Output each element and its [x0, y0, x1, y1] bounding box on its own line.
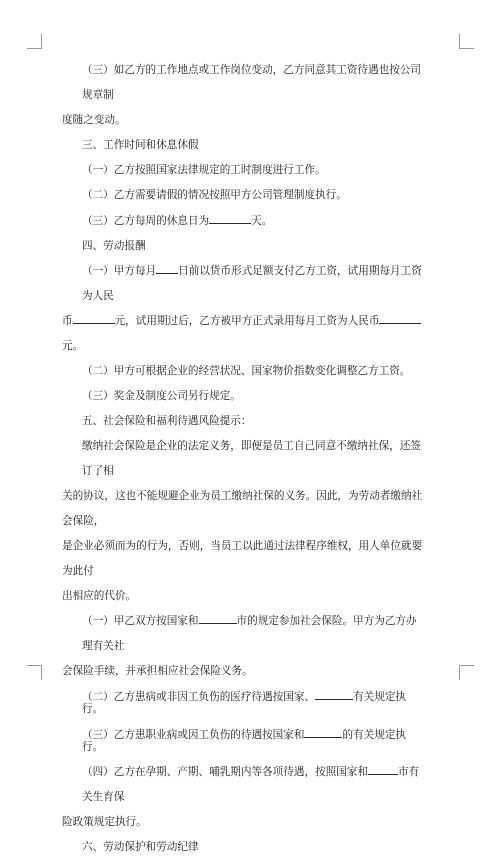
section-heading-work-time: 三、工作时间和休息休假: [82, 139, 199, 151]
document-body: [62, 64, 427, 866]
text-line: 出相应的代价。: [62, 590, 137, 602]
paragraph-insurance-join: [62, 609, 427, 684]
paragraph-occupational: [82, 728, 427, 753]
text-line: [82, 760, 427, 810]
text-fragment: 元，试用期过后，乙方被甲方正式录用每月工资为人民币: [114, 315, 380, 327]
text-line: 会保险手续，并承担相应社会保险义务。: [62, 665, 253, 677]
section-heading-labor-protection: 六、劳动保护和劳动纪律: [82, 841, 199, 853]
text-fragment: （一）甲乙双方按国家和: [82, 615, 199, 627]
text-line: [62, 309, 427, 359]
fill-in-blank: [379, 314, 421, 324]
text-fragment: （二）乙方患病或非因工负伤的医疗待遇按国家、: [82, 691, 316, 703]
text-fragment: 币: [62, 315, 73, 327]
text-fragment: 市有关生育保: [82, 766, 420, 803]
text-fragment: 天。: [251, 215, 273, 227]
text-fragment: （一）甲方每月: [82, 265, 157, 277]
text-fragment: 元。: [62, 340, 84, 352]
text-line: 度随之变动。: [62, 114, 126, 126]
fill-in-blank: [73, 314, 115, 324]
crop-mark-bottom-right: [459, 665, 474, 680]
text-fragment: 的有关规定执行。: [82, 729, 407, 753]
fill-in-blank: [199, 614, 237, 624]
crop-mark-bottom-left: [27, 665, 42, 680]
paragraph-work-hours: （一）乙方按照国家法律规定的工时制度进行工作。: [82, 164, 326, 176]
paragraph-medical: [82, 690, 427, 715]
text-line: [82, 259, 427, 309]
paragraph-pay-schedule: [62, 259, 427, 359]
text-fragment: 有关规定执行。: [82, 691, 407, 715]
paragraph-salary-change: [62, 58, 427, 133]
crop-mark-top-right: [459, 34, 474, 49]
paragraph-maternity: [62, 760, 427, 835]
section-heading-pay: 四、劳动报酬: [82, 240, 146, 252]
fill-in-blank: [209, 214, 251, 224]
text-fragment: （三）乙方患职业病或因工负伤的待遇按国家和: [82, 729, 305, 741]
paragraph-bonus: （三）奖金及制度公司另行规定。: [82, 390, 241, 402]
fill-in-blank: [156, 264, 178, 274]
text-line: （三）如乙方的工作地点或工作岗位变动，乙方同意其工资待遇也按公司规章制: [82, 64, 421, 101]
paragraph-risk-notice: [62, 434, 427, 609]
paragraph-leave: （二）乙方需要请假的情况按照甲方公司管理制度执行。: [82, 189, 347, 201]
text-fragment: 市的规定参加社会保险。甲方为乙方办理有关社: [82, 615, 417, 652]
crop-mark-top-left: [27, 34, 42, 49]
text-line: [82, 609, 427, 659]
text-line: 缴纳社会保险是企业的法定义务，即便是员工自己同意不缴纳社保，还签订了相: [82, 440, 421, 477]
fill-in-blank: [304, 728, 342, 738]
fill-in-blank: [368, 765, 398, 775]
text-line: 是企业必须而为的行为，否则，当员工以此通过法律程序维权，用人单位就要为此付: [62, 540, 423, 577]
text-line: 关的协议，这也不能规避企业为员工缴纳社保的义务。因此，为劳动者缴纳社会保险，: [62, 490, 423, 527]
section-heading-insurance: 五、社会保险和福利待遇风险提示：: [82, 415, 252, 427]
paragraph-rest-days: [82, 214, 427, 227]
text-fragment: （三）乙方每周的休息日为: [82, 215, 210, 227]
text-line: 险政策规定执行。: [62, 816, 147, 828]
text-fragment: 日前以货币形式足额支付乙方工资，试用期每月工资为人民: [82, 265, 422, 302]
paragraph-pay-adjust: （二）甲方可根据企业的经营状况、国家物价指数变化调整乙方工资。: [82, 365, 411, 377]
text-fragment: （四）乙方在孕期、产期、哺乳期内等各项待遇，按照国家和: [82, 766, 369, 778]
fill-in-blank: [315, 690, 353, 700]
